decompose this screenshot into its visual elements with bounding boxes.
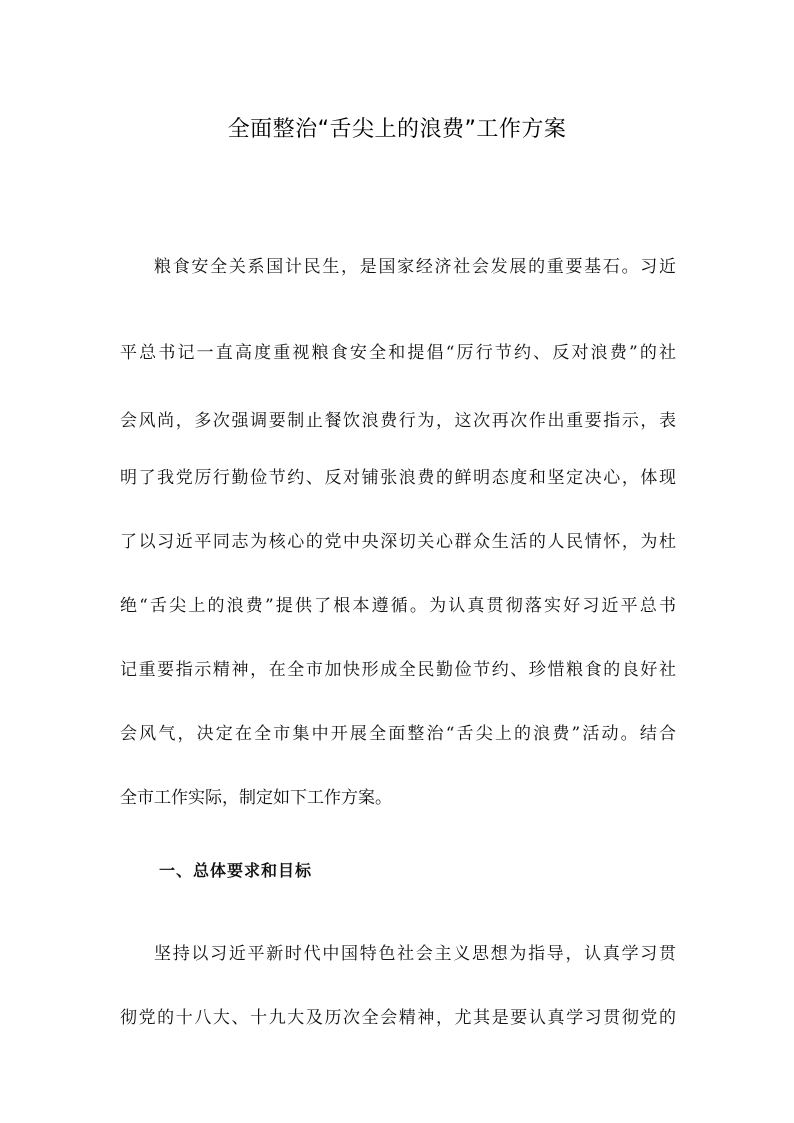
intro-line: 绝“舌尖上的浪费”提供了根本遵循。为认真贯彻落实好习近平总书 xyxy=(120,596,676,616)
intro-line: 会风尚，多次强调要制止餐饮浪费行为，这次再次作出重要指示，表 xyxy=(120,411,676,431)
intro-line: 了以习近平同志为核心的党中央深切关心群众生活的人民情怀，为杜 xyxy=(120,532,676,552)
intro-line: 粮食安全关系国计民生，是国家经济社会发展的重要基石。习近 xyxy=(154,257,676,277)
document-title: 全面整治“舌尖上的浪费”工作方案 xyxy=(227,117,567,142)
section-line: 彻党的十八大、十九大及历次全会精神，尤其是要认真学习贯彻党的 xyxy=(120,1008,676,1028)
section-heading: 一、总体要求和目标 xyxy=(159,861,313,880)
intro-line: 明了我党厉行勤俭节约、反对铺张浪费的鲜明态度和坚定决心，体现 xyxy=(120,468,676,488)
intro-line: 平总书记一直高度重视粮食安全和提倡“厉行节约、反对浪费”的社 xyxy=(120,343,676,363)
intro-line: 全市工作实际，制定如下工作方案。 xyxy=(120,788,392,808)
intro-line: 会风气，决定在全市集中开展全面整治“舌尖上的浪费”活动。结合 xyxy=(120,724,676,744)
section-line: 坚持以习近平新时代中国特色社会主义思想为指导，认真学习贯 xyxy=(154,944,676,964)
intro-line: 记重要指示精神，在全市加快形成全民勤俭节约、珍惜粮食的良好社 xyxy=(120,660,676,680)
